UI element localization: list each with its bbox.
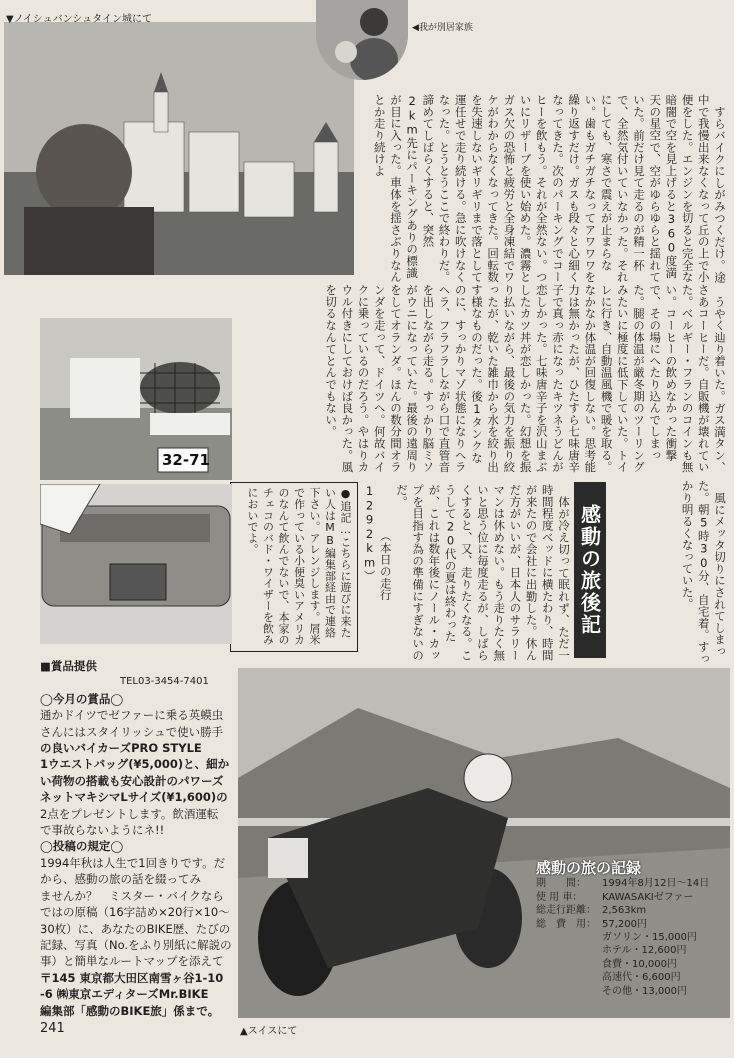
article-column-1 (354, 94, 728, 284)
afterword-column (362, 484, 572, 664)
record-cost-item: ガソリン・15,000円 (602, 932, 697, 944)
rules-line: 〒145 東京都大田区南雪ヶ谷1-10 (40, 970, 224, 985)
record-cost-item: 高速代・6,600円 (602, 972, 681, 984)
travel-record (536, 859, 710, 998)
postscript-text: ●追記…こちらに遊びに来たい人はMB編集部経由で連絡下さい。アレンジします。屑米で作っている小便臭いアメリカのなんて飲んでないで、本家のチェコのバド・ワイザーを飲みにおいでよ。 (246, 487, 352, 646)
rules-line: 30枚）に、あなたのBIKE歴、たびの (40, 921, 231, 936)
afterword-note: （本日の走行1292km） (362, 484, 393, 601)
record-value: 57,200円 (602, 918, 647, 930)
record-value: KAWASAKIゼファー (602, 891, 694, 903)
record-value: 2,563km (602, 905, 647, 917)
record-cost-item: 食費・10,000円 (602, 958, 677, 970)
prize-line: 2点をプレゼントします。飲酒運転 (40, 806, 219, 821)
rules-line: ませんか？ ミスター・バイクなら (40, 888, 224, 903)
record-key: 総走行距離： (536, 905, 596, 917)
prize-line: さんにはスタイリッシュで使い勝手 (40, 724, 224, 739)
prize-line: 通かドイツでゼファーに乗る英蟆虫 (40, 708, 224, 723)
prize-tel: TEL03-3454-7401 (120, 676, 209, 688)
postscript-box (230, 482, 358, 652)
afterword-title-text: 感動の旅後記 (577, 504, 602, 636)
article-text-3: 風にメッタ切りにされてしまった。朝5時30分、自宅着。すっかり明るくなっていた。 (680, 480, 727, 665)
prize-line: ネットマキシマLサイズ(¥1,600)の (40, 790, 228, 805)
record-title: 感動の旅の記録 (536, 859, 642, 877)
rules-line: 記録、写真（No.をふり別紙に解説の (40, 937, 232, 952)
article-text-2: うやく辿り着いた。ガス満タン、さあコーヒーだ。自販機が壊れていた。ベルギー・フランのコインも無い。コーヒーの飲めなかった衝撃で、その場にへたり込んでしまった。腿の体温が厳冬期のツーリングみたいに極度に低下していた。トイレに行き、自動温風機で暖を取る。なかなか体温が回復しない。思考能力は無かったが、ひたすら七味唐辛子で真っ赤になったキツネうどんが恋しかった。七味唐辛子を沢山まぶしたカツ丼が恋しかった。幻想を振り払いながら、最後の気力を振り絞ったが、乾いた雑巾から水を絞り出す様なものだった。後1タンクなのに、すっかりマゾ状態になりヘラヘラ、フラフラしながら口で直管音を出しながら走る。すっかり脳ミソがウニになっていた。最後の遠周りをしてオランダ。ほんの数分間オランダを走って、ドイツへ。何故バイクに乗っているのだろう。やはりカウル付きにしておけば良かった。風を切るなんてとんでもない。 (324, 284, 727, 473)
waist-bag-photo-art (40, 484, 232, 644)
record-cost-item: その他・13,000円 (602, 985, 687, 997)
prize-line: い荷物の搭載も安心設計のパワーズ (40, 773, 224, 788)
rules-line: 編集部「感動のBIKE旅」係まで。 (40, 1003, 220, 1018)
record-costs (536, 931, 709, 998)
afterword-text: 体が冷え切って眠れず、ただ一時間程度ベッドに横たわり、時間が来たので会社に出勤した。休んだ方がいいが、日本人のサラリーマンは休めない。もう走りたく無いと思う位に毎度走るが、しばらくすると、又、走りたくなる。こうして20代の夏は終わったが、これは数年後にノール・カップを目指す為の準備にすぎないのだ。 (394, 484, 571, 661)
prize-heading: ■賞品提供 (40, 659, 97, 673)
rules-line: から、感動の旅の話を綴ってみ (40, 872, 201, 887)
license-plate: 32-71 (162, 451, 210, 469)
prize-this-month: ◯今月の賞品◯ (40, 691, 124, 706)
waist-bag-photo (40, 484, 232, 644)
record-row (536, 904, 709, 917)
record-value: 1994年8月12日〜14日 (602, 878, 710, 890)
afterword-title (574, 482, 606, 658)
prize-line: 1ウエストバッグ(¥5,000)と、細か (40, 757, 230, 772)
record-row (536, 877, 709, 890)
record-cost-item: ホテル・12,600円 (602, 945, 687, 957)
rules-heading: ◯投稿の規定◯ (40, 839, 124, 854)
prize-line: の良いバイカーズPRO STYLE (40, 741, 202, 756)
record-key: 期 間： (536, 878, 586, 890)
rules-line: 事）と簡単なルートマップを添えて (40, 954, 224, 969)
article-column-3 (640, 480, 728, 670)
rules-body (40, 855, 236, 1019)
record-key: 使 用 車： (536, 891, 583, 903)
prize-section (40, 658, 236, 1037)
record-row (536, 891, 709, 904)
netting-photo (40, 318, 232, 480)
article-text-1: すらバイクにしがみつくだけ。途中で我慢出来なくなって丘の上で小便をした。エンジンを切ると完全な暗闇で空を見上げると360度満天の星空で、空がゆらゆらと揺れていた。前だけ見て走るのが精一杯で、全然気付いていなかった。それにしても、寒さで震えが止まらない。歯もガチガチなってアワワワを繰り返すだけ。ガスも段々と心細くなってきた。次のパーキングでコーヒーを飲もう。それが全然ない。ついにリザーブを使い始めた。濃霧とガス欠の恐怖と疲労と全身凍結でワケがわからなくなってきた。回転数を失速しないギリギリまで落として運任せで走り続ける。急に吹けなくなった。とうとうここで終わりだ。諦めてしばらくすると、突然2km先にパーキングありの標識が目に入った。車体を揺さぶりなんとか走り続けよ (372, 94, 727, 283)
swiss-caption: ▲スイスにて (240, 1026, 298, 1037)
prize-line: で事故らないようにネ!! (40, 823, 165, 838)
prize-body (40, 707, 236, 838)
rules-line: 1994年秋は人生で1回きりです。だ (40, 855, 226, 870)
record-row (536, 918, 709, 931)
page-number: 241 (40, 1020, 65, 1036)
castle-photo-art (4, 22, 354, 275)
article-column-2 (244, 284, 728, 474)
rules-line: ではの原稿（16字詰め×20行×10～ (40, 905, 230, 920)
castle-photo (4, 22, 354, 275)
record-key: 総 費 用： (536, 918, 596, 930)
family-caption: ◀我が別居家族 (412, 23, 473, 33)
castle-caption: ▼ノイシュバンシュタイン城にて (6, 14, 152, 25)
rules-line: -6 ㈱東京エディターズMr.BIKE (40, 987, 209, 1002)
